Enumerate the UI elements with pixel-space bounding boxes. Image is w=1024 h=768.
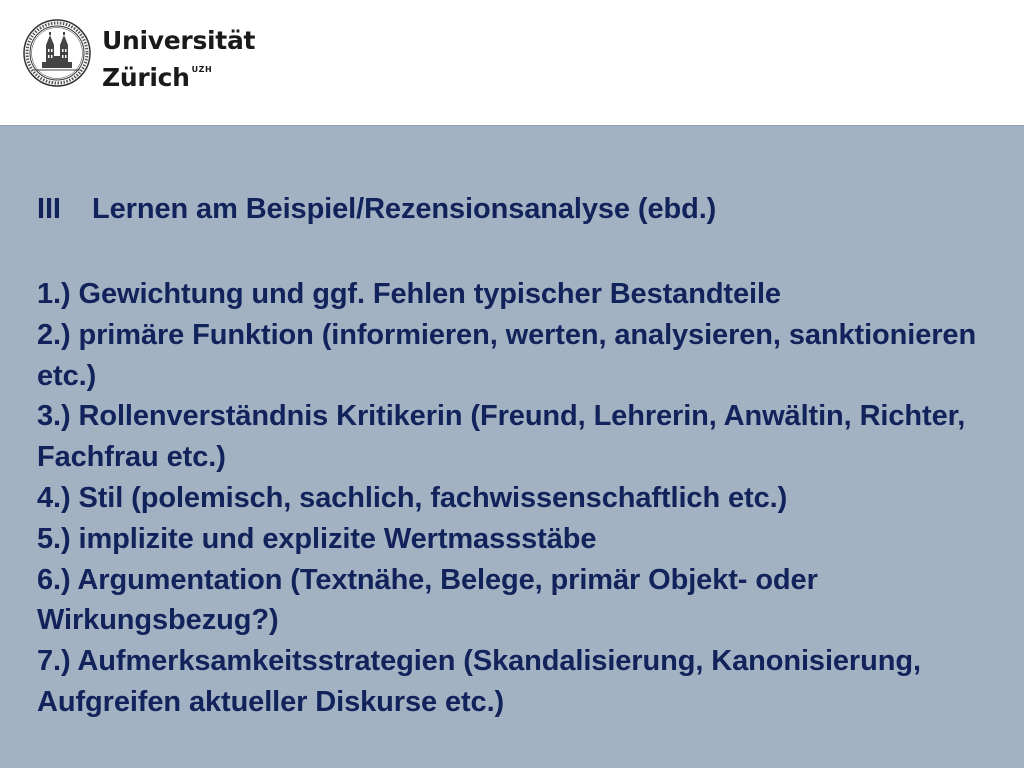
- list-item: 3.) Rollenverständnis Kritikerin (Freund, Lehrerin, Anwältin, Richter, Fachfrau etc.): [37, 400, 966, 474]
- slide-content: [0, 126, 1024, 768]
- list-item: 7.) Aufmerksamkeitsstrategien (Skandalisierung, Kanonisierung, Aufgreifen aktueller Diskurse etc.): [37, 645, 921, 718]
- university-wordmark: [102, 26, 255, 92]
- wordmark-line-2: [102, 55, 255, 92]
- list-item: 5.) implizite und explizite Wertmassstäbe: [37, 522, 597, 555]
- list-item: 4.) Stil (polemisch, sachlich, fachwissenschaftlich etc.): [37, 481, 788, 514]
- list-item: 6.) Argumentation (Textnähe, Belege, primär Objekt- oder Wirkungsbezug?): [37, 563, 818, 637]
- wordmark-abbreviation: UZH: [191, 65, 213, 74]
- wordmark-city: Zürich: [102, 63, 190, 92]
- slide-title-text: Lernen am Beispiel/Rezensionsanalyse (ebd.): [92, 193, 717, 225]
- criteria-list: [37, 274, 997, 723]
- header: [0, 0, 1024, 126]
- university-seal-icon: [22, 18, 92, 88]
- list-item: 1.) Gewichtung und ggf. Fehlen typischer Bestandteile: [37, 278, 781, 310]
- slide-title: [37, 193, 716, 226]
- list-item: 2.) primäre Funktion (informieren, werten, analysieren, sanktionieren etc.): [37, 318, 977, 392]
- slide-title-number: III: [37, 193, 61, 225]
- wordmark-line-1: Universität: [102, 26, 256, 55]
